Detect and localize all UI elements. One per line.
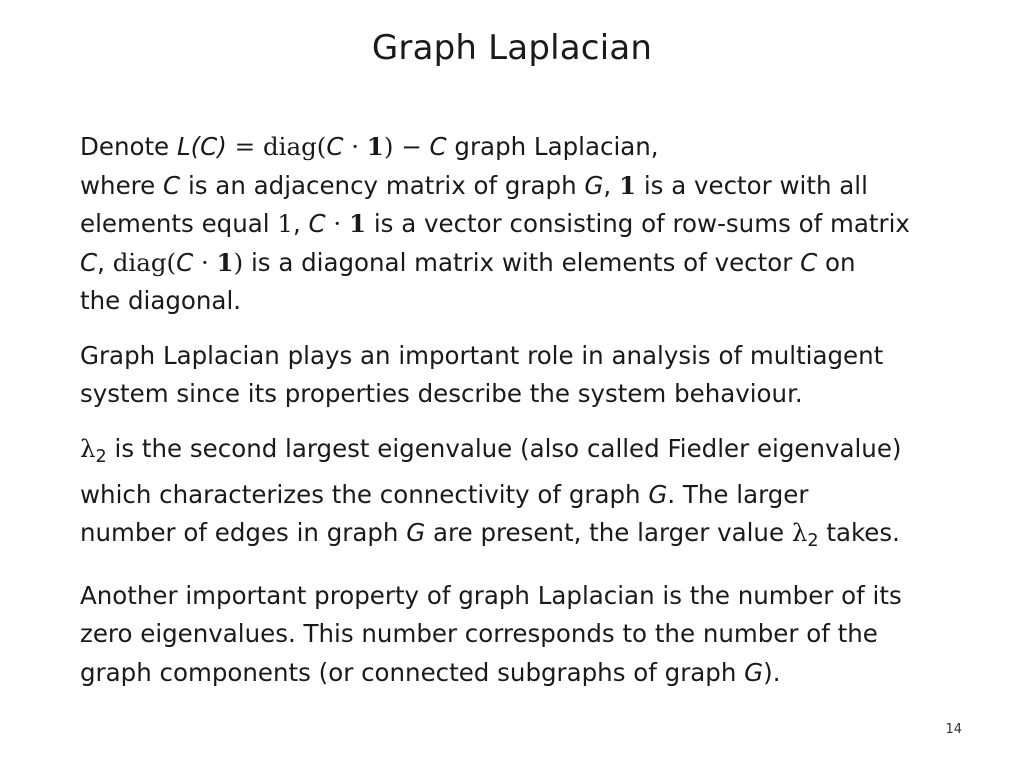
math-operator: (	[316, 132, 327, 161]
text: are present, the larger value	[425, 518, 792, 548]
slide-body	[80, 128, 960, 708]
paragraph-laplacian-role	[80, 337, 960, 414]
math-symbol: C	[163, 170, 181, 200]
math-operator: ·	[343, 132, 367, 161]
math-operator: )	[233, 247, 244, 277]
text-line	[80, 205, 960, 244]
math-operator: )	[383, 132, 394, 161]
math-operator: −	[393, 132, 430, 161]
text: graph Laplacian,	[446, 132, 659, 161]
math-symbol: C	[429, 132, 447, 161]
text-line: Graph Laplacian plays an important role in analysis of multiagent	[80, 340, 884, 370]
math-subscript: 2	[807, 531, 819, 552]
paragraph-zero-eigenvalues	[80, 577, 960, 693]
math-function: diag	[262, 132, 317, 161]
math-function: diag	[112, 247, 167, 277]
text: graph components (or connected subgraphs of graph	[80, 657, 745, 687]
text: is the second largest eigenvalue (also called Fiedler eigenvalue)	[106, 433, 902, 463]
text: ,	[97, 247, 113, 277]
math-symbol: (C)	[190, 132, 227, 161]
text: which characterizes the connectivity of graph	[80, 479, 649, 509]
text: on	[817, 247, 856, 277]
text: is a vector consisting of row-sums of matrix	[366, 209, 910, 238]
text: ).	[763, 657, 781, 687]
text: . The larger	[667, 479, 809, 509]
math-symbol: 1	[618, 170, 637, 200]
math-operator: ·	[193, 247, 217, 277]
text-line	[80, 476, 960, 515]
text: Denote	[80, 132, 170, 161]
text-line	[80, 514, 960, 560]
math-subscript: 2	[95, 446, 107, 467]
math-symbol: 1	[349, 209, 367, 238]
page-number: 14	[945, 722, 962, 737]
text-line	[80, 244, 960, 283]
math-symbol: C	[80, 247, 98, 277]
text-line: Another important property of graph Laplacian is the number of its	[80, 580, 902, 610]
text: elements equal	[80, 209, 278, 238]
math-symbol: λ	[80, 433, 96, 463]
text: is an adjacency matrix of graph	[180, 170, 585, 200]
text-line	[80, 128, 960, 167]
math-symbol: 1	[366, 132, 384, 161]
math-symbol: C	[326, 132, 344, 161]
math-symbol: G	[406, 518, 426, 548]
math-symbol: G	[648, 479, 668, 509]
text: is a vector with all	[636, 170, 868, 200]
math-operator: ·	[325, 209, 349, 238]
text: number of edges in graph	[80, 518, 407, 548]
math-symbol: 1	[216, 247, 234, 277]
text-line: the diagonal.	[80, 286, 242, 315]
text-line	[80, 430, 960, 476]
text: ,	[292, 209, 309, 238]
math-symbol: L	[176, 132, 191, 161]
math-symbol: G	[584, 170, 604, 200]
text-line	[80, 654, 960, 693]
math-symbol: C	[308, 209, 326, 238]
text-line: system since its properties describe the system behaviour.	[80, 379, 803, 408]
paragraph-fiedler-eigenvalue	[80, 430, 960, 561]
slide-title: Graph Laplacian	[371, 28, 653, 68]
text: is a diagonal matrix with elements of vector	[243, 247, 801, 277]
text: where	[80, 170, 164, 200]
math-operator: =	[226, 132, 263, 161]
paragraph-laplacian-definition	[80, 128, 960, 321]
math-symbol: λ	[791, 518, 808, 548]
math-symbol: C	[176, 247, 194, 277]
text: takes.	[818, 518, 900, 548]
math-operator: (	[166, 247, 177, 277]
math-symbol: C	[800, 247, 818, 277]
math-symbol: 1	[277, 209, 293, 238]
text: ,	[603, 170, 619, 200]
text-line: zero eigenvalues. This number corresponds to the number of the	[80, 619, 878, 649]
text-line	[80, 167, 960, 206]
math-symbol: G	[744, 657, 764, 687]
